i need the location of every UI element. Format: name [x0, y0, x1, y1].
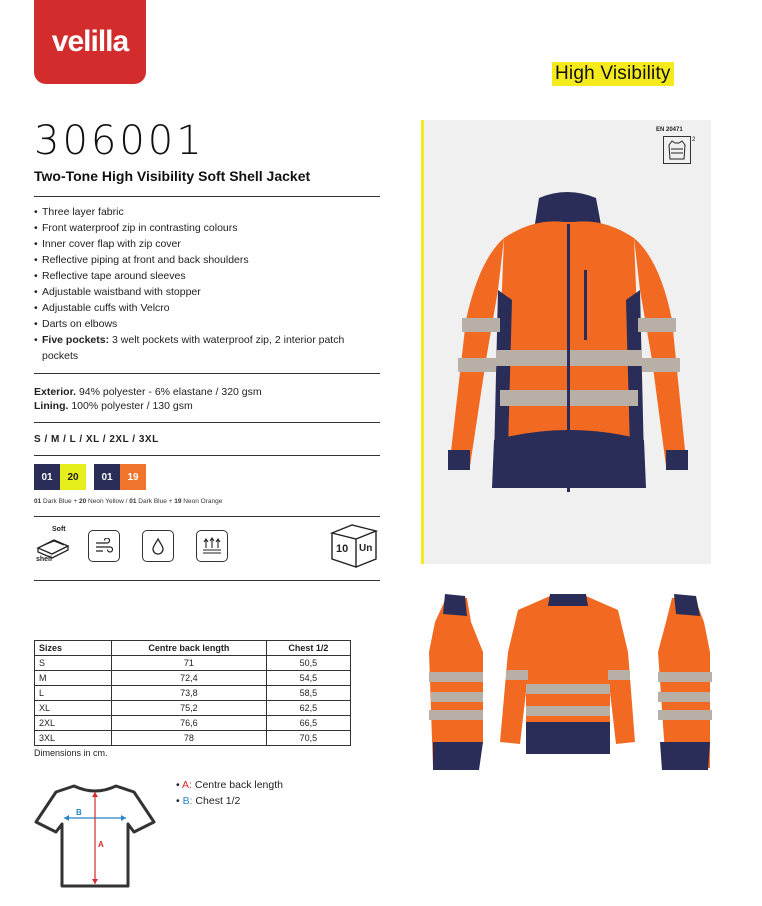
- table-cell: 78: [112, 731, 267, 746]
- table-cell: 50,5: [266, 656, 350, 671]
- pack-unit: Un: [359, 543, 373, 554]
- table-cell: 73,8: [112, 686, 267, 701]
- lining-text: 100% polyester / 130 gsm: [68, 400, 193, 412]
- divider: [34, 455, 380, 456]
- product-photo-side-right: [652, 592, 712, 776]
- divider: [34, 516, 380, 517]
- color-name: Dark Blue +: [41, 498, 79, 505]
- table-cell: 62,5: [266, 701, 350, 716]
- feature-item-pockets: [34, 332, 374, 364]
- exterior-text: 94% polyester - 6% elastane / 320 gsm: [76, 386, 262, 398]
- table-cell: M: [35, 671, 112, 686]
- swatch-code: 01: [34, 464, 60, 490]
- table-row: [35, 656, 351, 671]
- pack-qty: 10: [336, 543, 349, 555]
- table-cell: 71: [112, 656, 267, 671]
- table-row: [35, 716, 351, 731]
- table-row: [35, 731, 351, 746]
- feature-item: • Reflective tape around sleeves: [34, 268, 374, 284]
- color-code: 20: [79, 498, 87, 505]
- table-header-row: [35, 641, 351, 656]
- table-cell: 66,5: [266, 716, 350, 731]
- category-badge: High Visibility: [552, 62, 674, 86]
- breathable-icon: [196, 530, 228, 562]
- feature-item: • Adjustable cuffs with Velcro: [34, 300, 374, 316]
- legend-key-b: B:: [182, 795, 193, 807]
- feature-item: • Inner cover flap with zip cover: [34, 236, 374, 252]
- divider: [34, 196, 380, 197]
- table-cell: 76,6: [112, 716, 267, 731]
- table-header: Centre back length: [112, 641, 267, 656]
- windproof-icon: [88, 530, 120, 562]
- product-title: Two-Tone High Visibility Soft Shell Jacket: [34, 168, 311, 184]
- table-cell: 3XL: [35, 731, 112, 746]
- swatch-code: 19: [120, 464, 146, 490]
- pack-quantity-icon: [328, 521, 380, 569]
- swatch-code: 01: [94, 464, 120, 490]
- certification-class: 2: [692, 137, 696, 143]
- pockets-text: 3 welt pockets with waterproof zip, 2 interior patch pockets: [42, 334, 345, 362]
- table-row: [35, 701, 351, 716]
- table-cell: L: [35, 686, 112, 701]
- legend-item-b: • B: Chest 1/2: [176, 795, 241, 807]
- pockets-label: Five pockets:: [42, 334, 110, 346]
- color-code: 01: [129, 498, 137, 505]
- color-name: Neon Yellow /: [86, 498, 130, 505]
- table-row: [35, 671, 351, 686]
- sizes-line: S / M / L / XL / 2XL / 3XL: [34, 434, 159, 445]
- table-cell: 75,2: [112, 701, 267, 716]
- certification-standard: EN 20471: [656, 127, 683, 133]
- diagram-label-a: A: [98, 840, 104, 849]
- color-code: 01: [34, 498, 42, 505]
- color-name: Neon Orange: [181, 498, 223, 505]
- legend-text-a: Centre back length: [191, 779, 283, 791]
- softshell-top-text: Soft: [52, 526, 66, 533]
- feature-item: • Reflective piping at front and back shoulders: [34, 252, 374, 268]
- product-photo-back: [500, 592, 635, 758]
- composition: [34, 385, 262, 413]
- hi-vis-vest-icon: [663, 136, 691, 164]
- measurement-diagram: [34, 782, 156, 890]
- dimensions-note: Dimensions in cm.: [34, 748, 108, 758]
- table-cell: S: [35, 656, 112, 671]
- softshell-bottom-text: shell: [36, 556, 52, 563]
- swatch-code: 20: [60, 464, 86, 490]
- divider: [34, 422, 380, 423]
- legend-item-a: • A: Centre back length: [176, 779, 283, 791]
- table-cell: 54,5: [266, 671, 350, 686]
- color-code: 19: [174, 498, 182, 505]
- table-row: [35, 686, 351, 701]
- exterior-label: Exterior.: [34, 386, 77, 398]
- brand-logo: velilla: [34, 0, 146, 84]
- legend-text-b: Chest 1/2: [192, 795, 241, 807]
- legend-key-a: A:: [182, 779, 192, 791]
- divider: [34, 580, 380, 581]
- waterproof-icon: [142, 530, 174, 562]
- feature-item: • Adjustable waistband with stopper: [34, 284, 374, 300]
- diagram-label-b: B: [76, 808, 82, 817]
- product-photo-side-left: [427, 592, 489, 776]
- color-note: [34, 498, 222, 505]
- size-table: [34, 640, 351, 746]
- color-name: Dark Blue +: [136, 498, 175, 505]
- table-header: Chest 1/2: [266, 641, 350, 656]
- feature-item: • Front waterproof zip in contrasting colours: [34, 220, 374, 236]
- color-swatch-blue-yellow: [34, 464, 86, 490]
- lining-label: Lining.: [34, 400, 69, 412]
- table-cell: 72,4: [112, 671, 267, 686]
- feature-list: [34, 204, 374, 364]
- product-photo-front: [421, 120, 711, 564]
- color-swatch-blue-orange: [94, 464, 146, 490]
- softshell-icon: [34, 526, 78, 566]
- table-cell: 70,5: [266, 731, 350, 746]
- feature-item: • Darts on elbows: [34, 316, 374, 332]
- table-cell: 2XL: [35, 716, 112, 731]
- divider: [34, 373, 380, 374]
- table-cell: XL: [35, 701, 112, 716]
- measurement-legend: [176, 777, 283, 809]
- table-header: Sizes: [35, 641, 112, 656]
- table-cell: 58,5: [266, 686, 350, 701]
- product-code: 306001: [34, 118, 205, 164]
- feature-item: • Three layer fabric: [34, 204, 374, 220]
